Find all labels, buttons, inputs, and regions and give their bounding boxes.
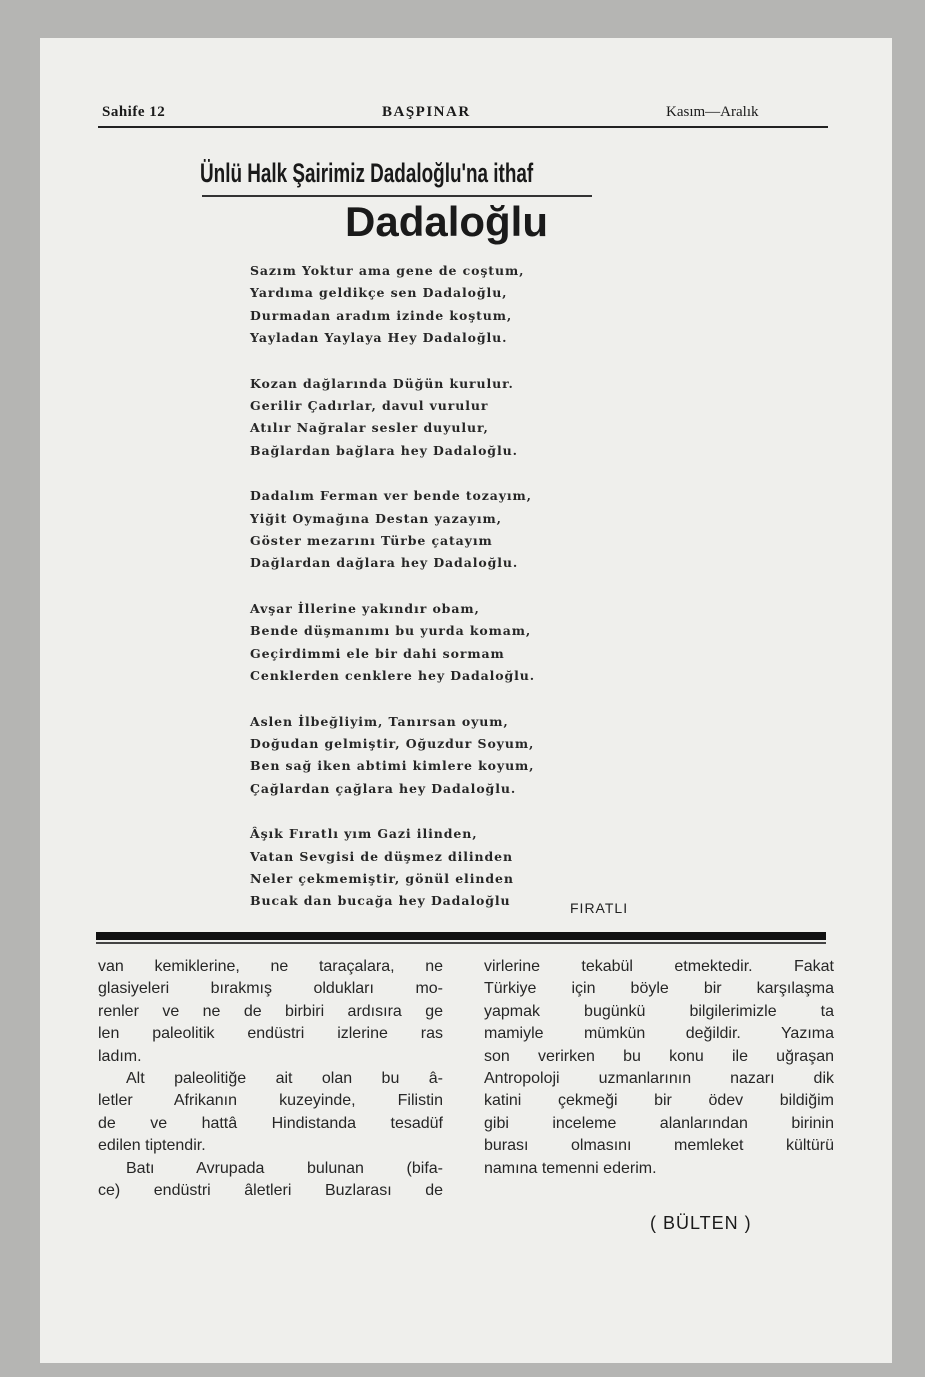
text-line: katini çekmeği bir ödev bildiğim [484, 1092, 834, 1110]
poem-title: Dadaloğlu [345, 198, 549, 245]
stanza [250, 373, 535, 463]
stanza [250, 823, 535, 913]
poem-line: Avşar İllerine yakındır obam, [250, 600, 480, 616]
source-credit: ( BÜLTEN ) [650, 1213, 752, 1233]
poem-line: Doğudan gelmiştir, Oğuzdur Soyum, [250, 735, 535, 751]
poem-line: Göster mezarını Türbe çatayım [250, 533, 493, 549]
poem-line: Yayladan Yaylaya Hey Dadaloğlu. [250, 330, 508, 346]
text-line: de ve hattâ Hindistanda tesadüf [98, 1114, 443, 1132]
text-line: mamiyle mümkün değildir. Yazıma [484, 1025, 834, 1043]
poem-line: Çağlardan çağlara hey Dadaloğlu. [250, 780, 517, 796]
poem-line: Neler çekmemiştir, gönül elinden [250, 870, 514, 886]
text-line: ce) endüstri âletleri Buzlarası de [98, 1182, 443, 1200]
poem-line: Dağlardan dağlara hey Dadaloğlu. [250, 555, 519, 571]
text-line: Alt paleolitiğe ait olan bu â- [126, 1070, 443, 1088]
poem-line: Gerilir Çadırlar, davul vurulur [250, 398, 489, 414]
poem-line: Durmadan aradım izinde koştum, [250, 307, 513, 323]
text-line: yapmak bugünkü bilgilerimizle ta [484, 1002, 834, 1020]
stanza [250, 260, 535, 350]
text-line: son verirken bu konu ile uğraşan [484, 1047, 834, 1065]
issue-date: Kasım—Aralık [666, 104, 759, 120]
text-line: Batı Avrupada bulunan (bifa- [126, 1159, 443, 1177]
header-rule [98, 126, 828, 128]
stanza [250, 485, 535, 575]
poem-line: Yardıma geldikçe sen Dadaloğlu, [250, 285, 508, 301]
poem-body [250, 260, 535, 936]
poem-line: Aslen İlbeğliyim, Tanırsan oyum, [250, 713, 509, 729]
dedication-underline [202, 195, 592, 197]
page-number-label: Sahife 12 [102, 104, 166, 120]
text-line: Türkiye için böyle bir karşılaşma [484, 980, 834, 998]
text-line: namına temenni ederim. [484, 1159, 657, 1177]
poem-line: Vatan Sevgisi de düşmez dilinden [250, 848, 514, 864]
poem-line: Ben sağ iken abtimi kimlere koyum, [250, 758, 535, 774]
poem-line: Cenklerden cenklere hey Dadaloğlu. [250, 668, 536, 684]
poem-line: Yiğit Oymağına Destan yazayım, [250, 510, 502, 526]
poem-line: Âşık Fıratlı yım Gazi ilinden, [250, 826, 478, 842]
poem-line: Kozan dağlarında Düğün kurulur. [250, 375, 514, 391]
text-line: edilen tiptendir. [98, 1137, 206, 1155]
poem-line: Bağlardan bağlara hey Dadaloğlu. [250, 442, 518, 458]
text-line: burası olmasını memleket kültürü [484, 1137, 834, 1155]
text-line: Antropoloji uzmanlarının nazarı dik [484, 1070, 834, 1088]
text-line: virlerine tekabül etmektedir. Fakat [484, 958, 834, 975]
article-column-right [484, 956, 834, 1180]
article-column-left [98, 956, 443, 1202]
stanza [250, 711, 535, 801]
poem-line: Atılır Nağralar sesler duyulur, [250, 420, 489, 436]
poem-line: Bucak dan bucağa hey Dadaloğlu [250, 893, 511, 909]
poem-line: Sazım Yoktur ama gene de coştum, [250, 263, 525, 278]
magazine-title: BAŞPINAR [382, 104, 471, 120]
text-line: renler ve ne de birbiri ardısıra ge [98, 1002, 443, 1020]
poem-line: Dadalım Ferman ver bende tozayım, [250, 488, 532, 504]
poem-line: Bende düşmanımı bu yurda komam, [250, 623, 532, 639]
text-line: gibi inceleme alanlarından birinin [484, 1114, 834, 1132]
text-line: van kemiklerine, ne taraçalara, ne [98, 958, 443, 975]
section-divider-thin [96, 942, 826, 944]
poem-line: Geçirdimmi ele bir dahi sormam [250, 645, 505, 661]
text-line: letler Afrikanın kuzeyinde, Filistin [98, 1092, 443, 1110]
text-line: glasiyeleri bırakmış oldukları mo- [98, 980, 443, 998]
stanza [250, 598, 535, 688]
dedication-heading: Ünlü Halk Şairimiz Dadaloğlu'na ithaf [200, 158, 534, 188]
text-line: len paleolitik endüstri izlerine ras [98, 1025, 443, 1043]
poet-signature: FIRATLI [570, 900, 629, 916]
text-line: ladım. [98, 1047, 142, 1065]
section-divider [96, 932, 826, 940]
magazine-page [40, 38, 892, 1363]
